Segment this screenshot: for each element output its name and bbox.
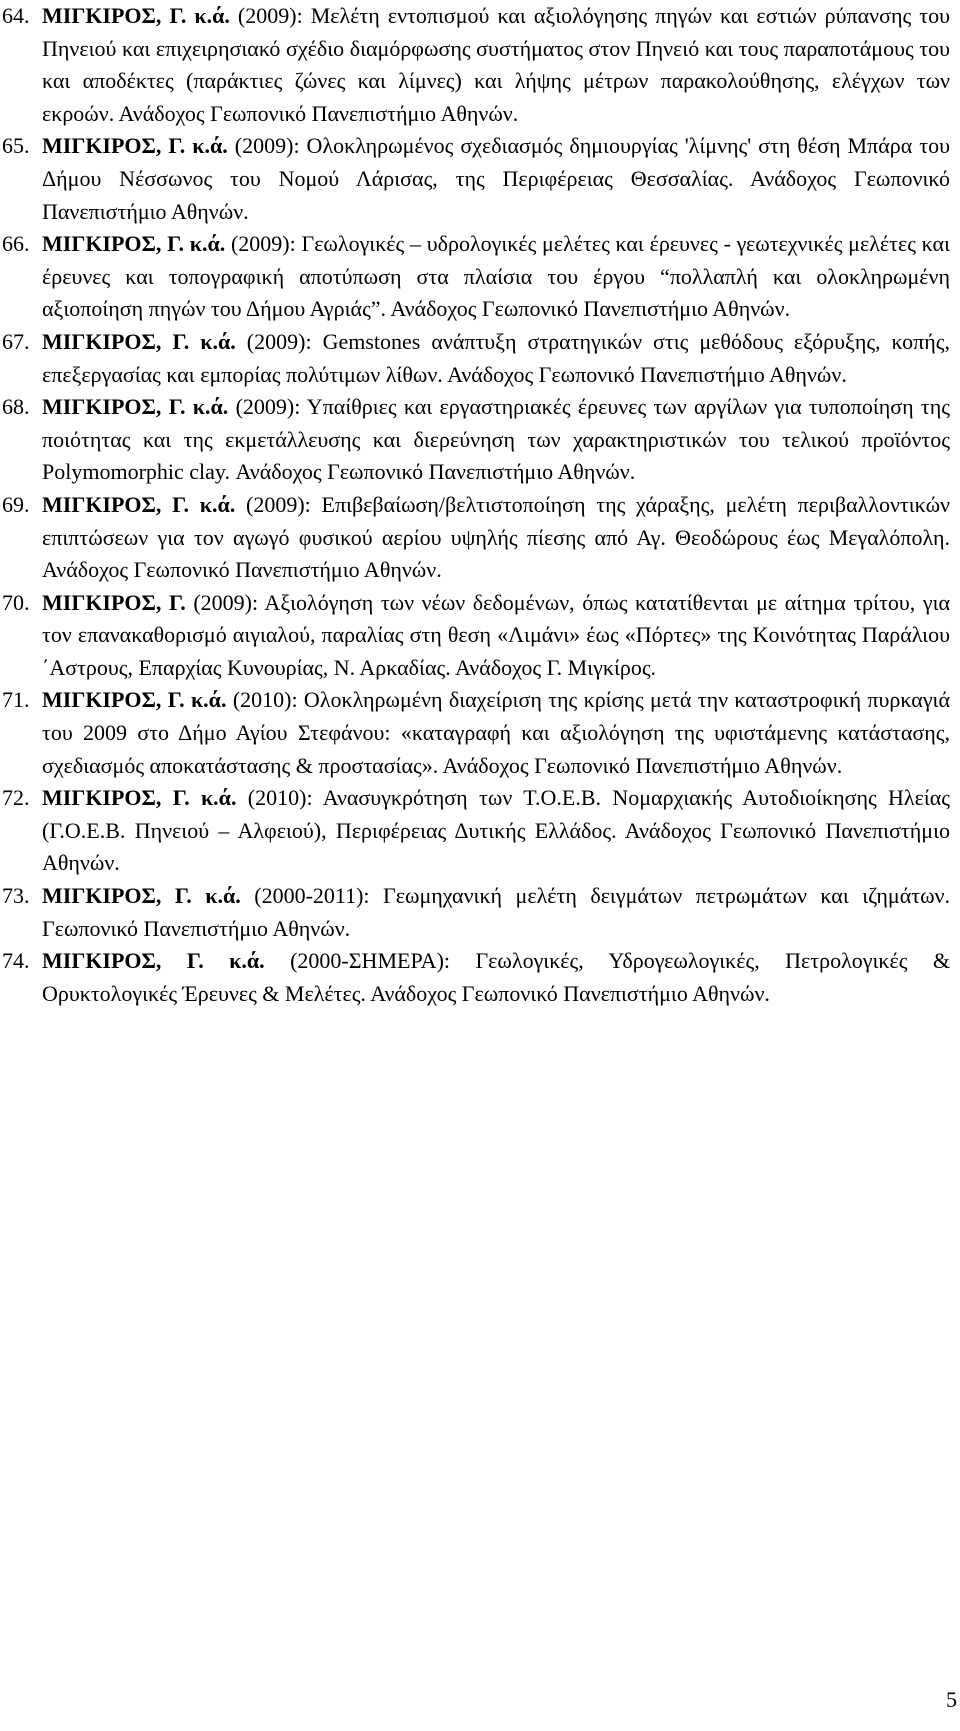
item-text: (2009): Ολοκληρωμένος σχεδιασμός δημιουργίας 'λίμνης' στη θέση Μπάρα του Δήμου Νέσσωνος του Νομού Λάρισας, της Περιφέρειας Θεσσαλίας. Ανάδοχος Γεωπονικό Πανεπιστήμιο Αθηνών. bbox=[42, 133, 950, 224]
page-number: 5 bbox=[946, 1687, 957, 1712]
item-author: ΜΙΓΚΙΡΟΣ, Γ. κ.ά. bbox=[42, 491, 236, 517]
item-number: 68. bbox=[2, 394, 30, 420]
item-author: ΜΙΓΚΙΡΟΣ, Γ. bbox=[42, 589, 186, 615]
item-author: ΜΙΓΚΙΡΟΣ, Γ. κ.ά. bbox=[42, 231, 226, 257]
item-author: ΜΙΓΚΙΡΟΣ, Γ. κ.ά. bbox=[42, 785, 237, 811]
item-number: 65. bbox=[2, 133, 30, 159]
item-text: (2009): Επιβεβαίωση/βελτιστοποίηση της χάραξης, μελέτη περιβαλλοντικών επιπτώσεων για τον αγωγό φυσικού αερίου υψηλής πίεσης από Αγ. Θεοδώρους έως Μεγαλόπολη. Ανάδοχος Γεωπονικό Πανεπιστήμιο Αθηνών. bbox=[42, 491, 950, 583]
item-number: 73. bbox=[2, 883, 30, 909]
item-author: ΜΙΓΚΙΡΟΣ, Γ. κ.ά. bbox=[42, 687, 227, 713]
list-item bbox=[0, 326, 960, 391]
item-text: (2010): Ολοκληρωμένη διαχείριση της κρίσης μετά την καταστροφική πυρκαγιά του 2009 στο Δήμο Αγίου Στεφάνου: «καταγραφή και αξιολόγηση της υφιστάμενης κατάστασης, σχεδιασμός αποκατάστασης & προστασίας». Ανάδοχος Γεωπονικό Πανεπιστήμιο Αθηνών. bbox=[42, 687, 950, 778]
list-item bbox=[0, 880, 960, 945]
item-text: (2010): Ανασυγκρότηση των Τ.Ο.Ε.Β. Νομαρχιακής Αυτοδιοίκησης Ηλείας (Γ.Ο.Ε.Β. Πηνειού – Αλφειού), Περιφέρειας Δυτικής Ελλάδος. Ανάδοχος Γεωπονικό Πανεπιστήμιο Αθηνών. bbox=[42, 785, 950, 876]
item-text: (2009): Γεωλογικές – υδρολογικές μελέτες και έρευνες - γεωτεχνικές μελέτες και έρευνες και τοπογραφική αποτύπωση στα πλαίσια του έργου “πολλαπλή και ολοκληρωμένη αξιοποίηση πηγών του Δήμου Αγριάς”. Ανάδοχος Γεωπονικό Πανεπιστήμιο Αθηνών. bbox=[42, 231, 950, 322]
list-item bbox=[0, 130, 960, 228]
item-number: 74. bbox=[2, 948, 30, 974]
item-author: ΜΙΓΚΙΡΟΣ, Γ. κ.ά. bbox=[42, 3, 230, 28]
item-number: 69. bbox=[2, 491, 30, 517]
list-item bbox=[0, 684, 960, 782]
item-author: ΜΙΓΚΙΡΟΣ, Γ. κ.ά. bbox=[42, 883, 241, 909]
item-number: 66. bbox=[2, 231, 30, 257]
list-item bbox=[0, 587, 960, 685]
item-text: (2009): Gemstones ανάπτυξη στρατηγικών στις μεθόδους εξόρυξης, κοπής, επεξεργασίας και εμπορίας πολύτιμων λίθων. Ανάδοχος Γεωπονικό Πανεπιστήμιο Αθηνών. bbox=[42, 328, 950, 387]
list-item bbox=[0, 391, 960, 489]
item-author: ΜΙΓΚΙΡΟΣ, Γ. κ.ά. bbox=[42, 328, 236, 354]
item-number: 71. bbox=[2, 687, 30, 713]
list-item bbox=[0, 782, 960, 880]
item-text: (2000-ΣΗΜΕΡΑ): Γεωλογικές, Υδρογεωλογικές, Πετρολογικές & Ορυκτολογικές Έρευνες & Μελέτες. Ανάδοχος Γεωπονικό Πανεπιστήμιο Αθηνών. bbox=[42, 948, 950, 1006]
list-item bbox=[0, 489, 960, 587]
item-number: 70. bbox=[2, 589, 30, 615]
item-text: (2009): Υπαίθριες και εργαστηριακές έρευνες των αργίλων για τυποποίηση της ποιότητας και της εκμετάλλευσης και διερεύνηση των χαρακτηριστικών του τελικού προϊόντος Polymomorphic clay. Ανάδοχος Γεωπονικό Πανεπιστήμιο Αθηνών. bbox=[42, 394, 950, 485]
item-number: 64. bbox=[2, 3, 30, 28]
item-author: ΜΙΓΚΙΡΟΣ, Γ. κ.ά. bbox=[42, 133, 228, 159]
list-item bbox=[0, 945, 960, 1010]
item-author: ΜΙΓΚΙΡΟΣ, Γ. κ.ά. bbox=[42, 394, 229, 420]
list-item bbox=[0, 0, 960, 130]
item-author: ΜΙΓΚΙΡΟΣ, Γ. κ.ά. bbox=[42, 948, 265, 974]
item-text: (2009): Μελέτη εντοπισμού και αξιολόγησης πηγών και εστιών ρύπανσης του Πηνειού και επιχειρησιακό σχέδιο διαμόρφωσης συστήματος στον Πηνειό και τους παραποτάμους του και αποδέκτες (παράκτιες ζώνες και λίμνες) και λήψης μέτρων παρακολούθησης, ελέγχων των εκροών. Ανάδοχος Γεωπονικό Πανεπιστήμιο Αθηνών. bbox=[42, 3, 950, 126]
item-text: (2000-2011): Γεωμηχανική μελέτη δειγμάτων πετρωμάτων και ιζημάτων. Γεωπονικό Πανεπιστήμιο Αθηνών. bbox=[42, 883, 950, 941]
item-number: 67. bbox=[2, 328, 30, 354]
list-item bbox=[0, 228, 960, 326]
item-number: 72. bbox=[2, 785, 30, 811]
item-text: (2009): Αξιολόγηση των νέων δεδομένων, όπως κατατίθενται με αίτημα τρίτου, για τον επανακαθορισμό αιγιαλού, παραλίας στη θεση «Λιμάνι» έως «Πόρτες» της Κοινότητας Παράλιου ΄Αστρους, Επαρχίας Κυνουρίας, Ν. Αρκαδίας. Ανάδοχος Γ. Μιγκίρος. bbox=[42, 589, 951, 680]
